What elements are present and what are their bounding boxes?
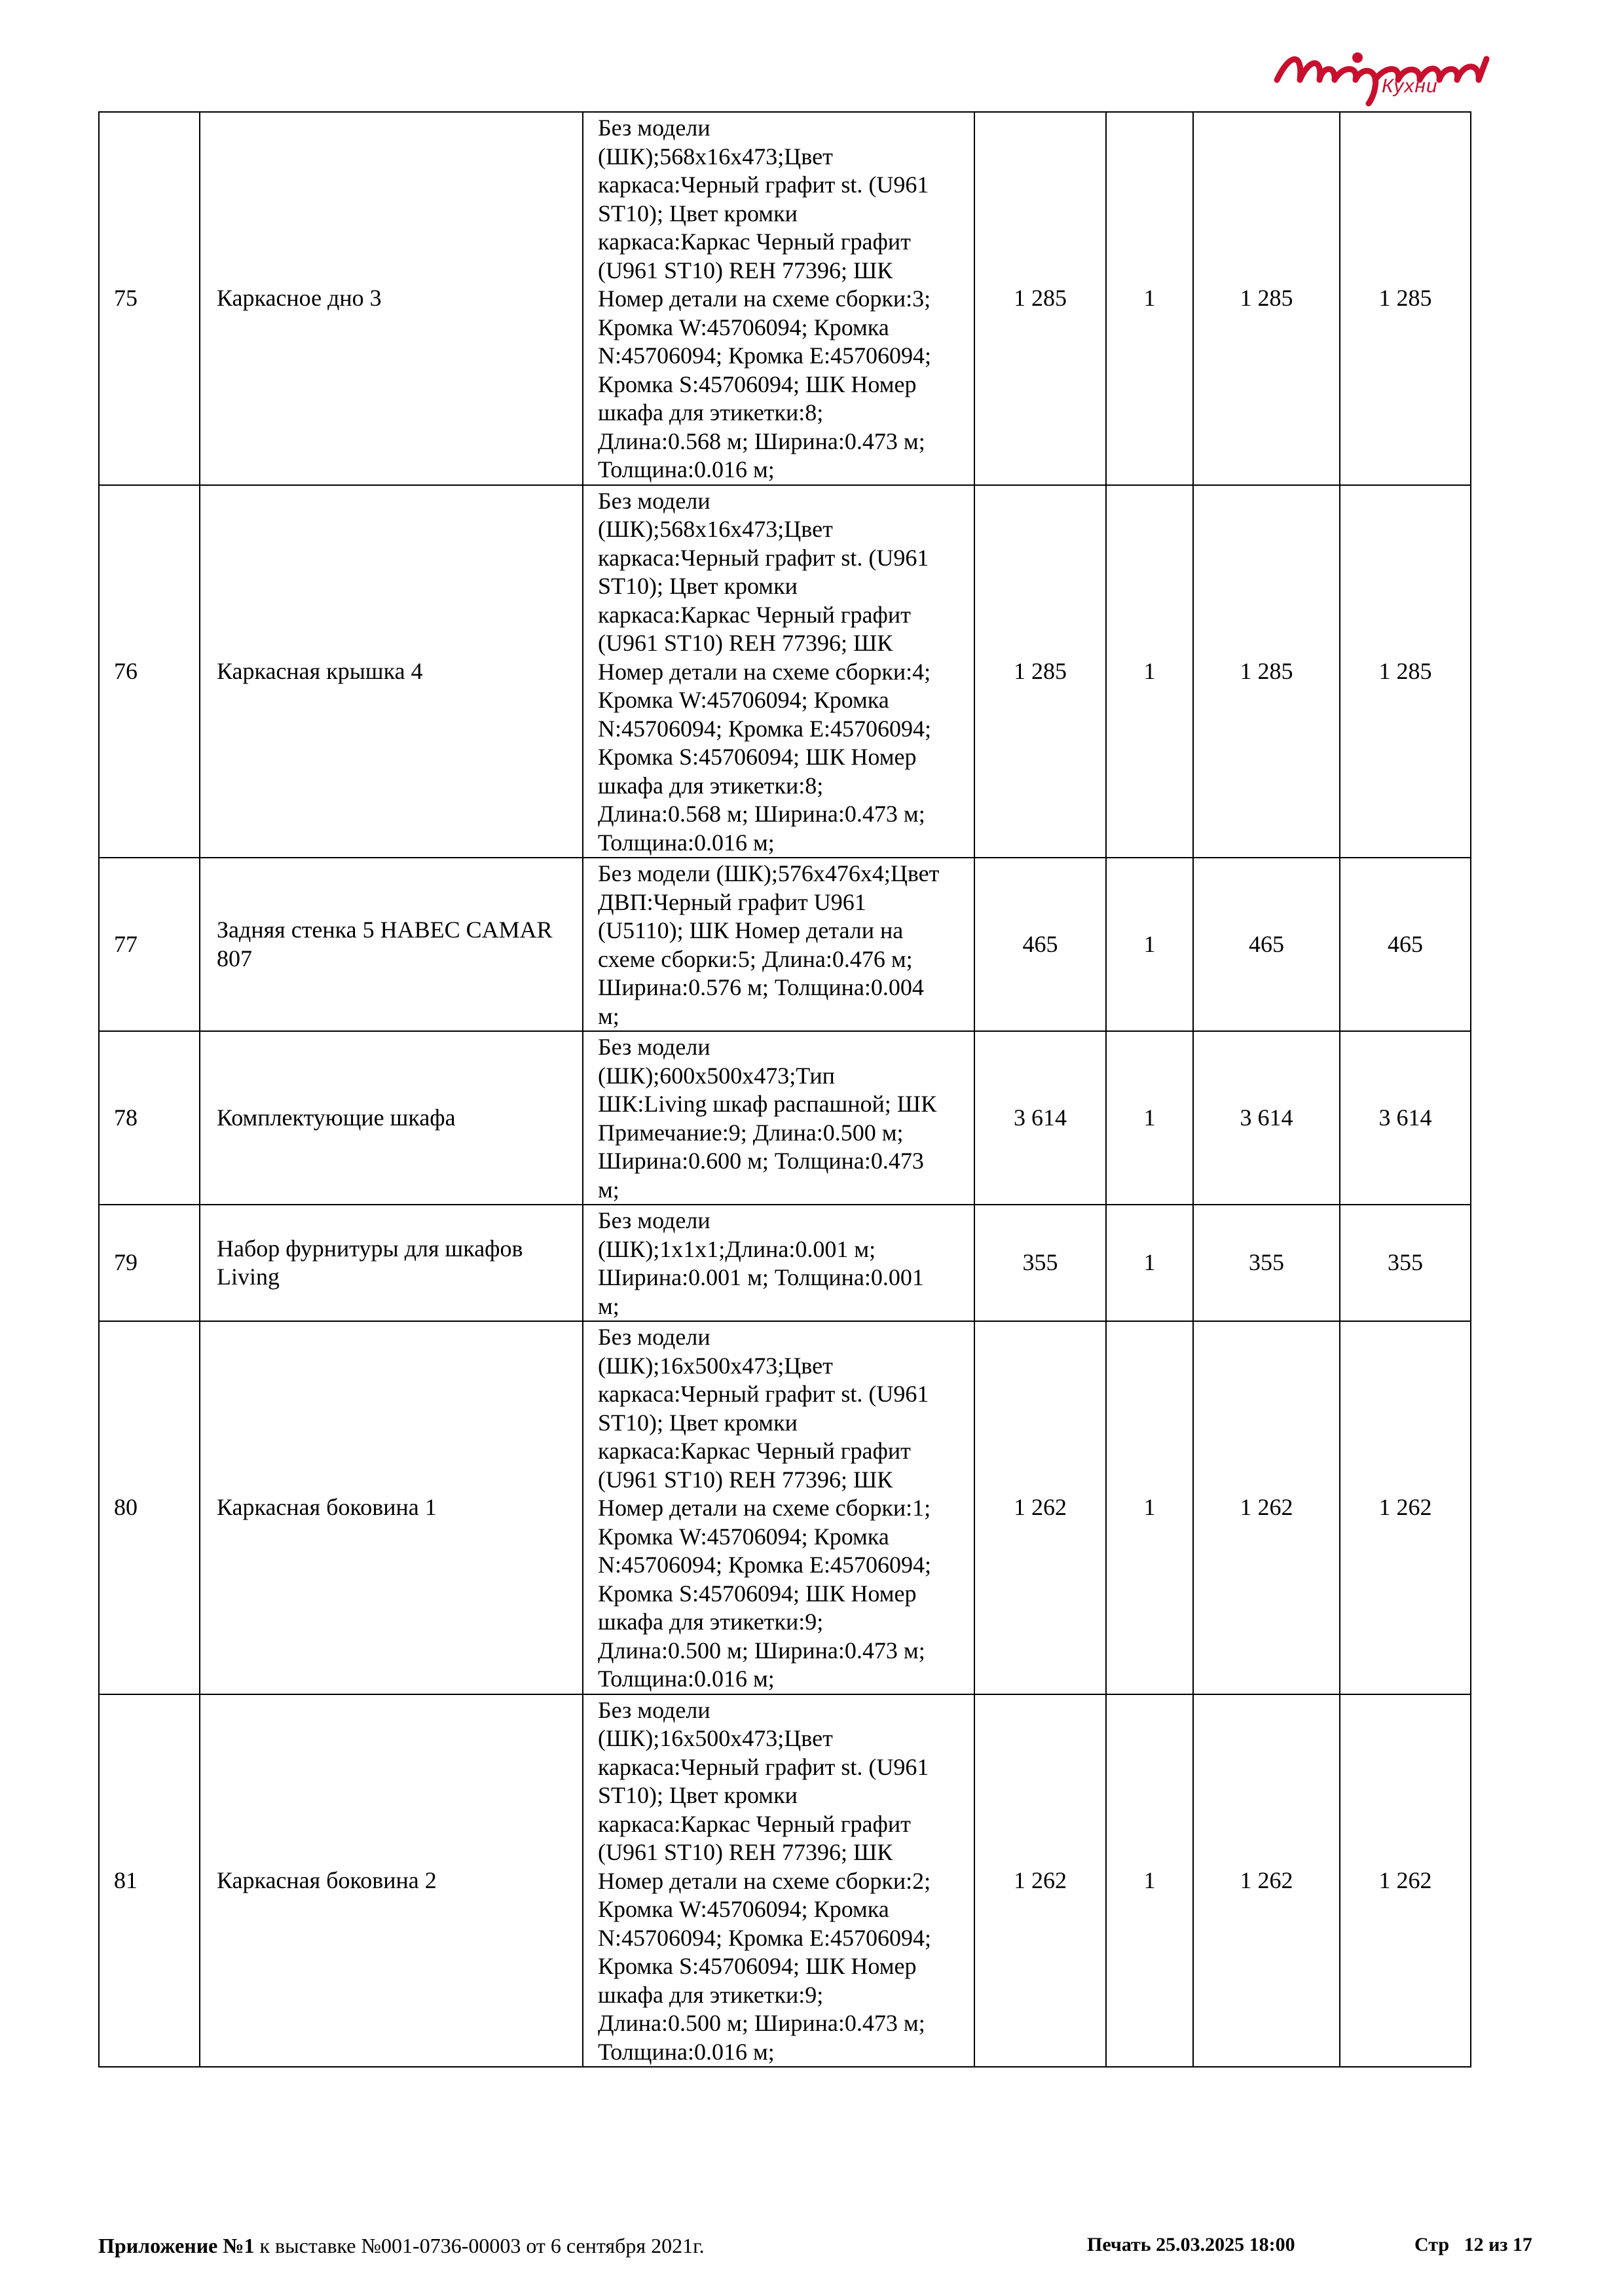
logo-subtitle: Кухни <box>1382 75 1438 97</box>
description-line: Ширина:0.576 м; Толщина:0.004 <box>598 974 924 1000</box>
table-row <box>99 1031 1471 1205</box>
item-price: 355 <box>974 1205 1106 1321</box>
description-line: N:45706094; Кромка E:45706094; <box>598 342 932 369</box>
description-line: Номер детали на схеме сборки:1; <box>598 1495 931 1521</box>
item-quantity: 1 <box>1106 858 1193 1031</box>
description-line: Примечание:9; Длина:0.500 м; <box>598 1119 904 1146</box>
description-line: ДВП:Черный графит U961 <box>598 888 866 915</box>
item-total: 1 285 <box>1340 485 1471 858</box>
description-line: N:45706094; Кромка E:45706094; <box>598 1552 932 1578</box>
description-line: Кромка S:45706094; ШК Номер <box>598 1580 917 1607</box>
description-line: Длина:0.568 м; Ширина:0.473 м; <box>598 428 925 454</box>
row-number: 79 <box>99 1205 200 1321</box>
table-row <box>99 112 1471 485</box>
items-table <box>98 111 1471 2068</box>
row-number: 77 <box>99 858 200 1031</box>
description-line: Кромка S:45706094; ШК Номер <box>598 744 917 770</box>
item-quantity: 1 <box>1106 112 1193 485</box>
description-line: Номер детали на схеме сборки:2; <box>598 1867 931 1894</box>
description-line: Кромка W:45706094; Кромка <box>598 687 889 713</box>
row-number: 76 <box>99 485 200 858</box>
item-price: 465 <box>974 858 1106 1031</box>
row-number: 81 <box>99 1694 200 2068</box>
row-number: 80 <box>99 1321 200 1694</box>
description-line: (ШК);16x500x473;Цвет <box>598 1352 833 1379</box>
item-sum: 1 285 <box>1193 485 1340 858</box>
row-number: 78 <box>99 1031 200 1205</box>
item-total: 465 <box>1340 858 1471 1031</box>
item-name: Каркасная крышка 4 <box>200 485 583 858</box>
item-name: Каркасная боковина 2 <box>200 1694 583 2068</box>
table-row <box>99 858 1471 1031</box>
description-line: ST10); Цвет кромки <box>598 573 798 599</box>
item-total: 355 <box>1340 1205 1471 1321</box>
description-line: Без модели (ШК);576x476x4;Цвет <box>598 860 940 886</box>
description-line: Без модели <box>598 1324 710 1350</box>
description-line: Длина:0.500 м; Ширина:0.473 м; <box>598 2010 925 2036</box>
item-price: 1 262 <box>974 1321 1106 1694</box>
item-quantity: 1 <box>1106 1031 1193 1205</box>
item-sum: 3 614 <box>1193 1031 1340 1205</box>
footer-page-info: 12 из 17 <box>1464 2234 1532 2255</box>
description-line: Без модели <box>598 1696 710 1723</box>
description-line: каркаса:Каркас Черный графит <box>598 228 911 255</box>
description-line: каркаса:Каркас Черный графит <box>598 1810 911 1837</box>
item-description <box>583 112 974 485</box>
description-line: Кромка W:45706094; Кромка <box>598 314 889 340</box>
description-line: N:45706094; Кромка E:45706094; <box>598 1924 932 1951</box>
item-name: Задняя стенка 5 HABEC CAMAR 807 <box>200 858 583 1031</box>
item-sum: 1 285 <box>1193 112 1340 485</box>
description-line: Длина:0.568 м; Ширина:0.473 м; <box>598 801 925 827</box>
description-line: Толщина:0.016 м; <box>598 1666 775 1692</box>
footer-page <box>1414 2234 1532 2256</box>
item-sum: 1 262 <box>1193 1321 1340 1694</box>
description-line: ST10); Цвет кромки <box>598 1409 798 1436</box>
footer-appendix <box>98 2234 705 2258</box>
item-total: 3 614 <box>1340 1031 1471 1205</box>
item-description <box>583 1031 974 1205</box>
description-line: м; <box>598 1292 619 1319</box>
row-number: 75 <box>99 112 200 485</box>
table-row <box>99 1694 1471 2068</box>
item-quantity: 1 <box>1106 485 1193 858</box>
description-line: (ШК);1x1x1;Длина:0.001 м; <box>598 1235 876 1262</box>
item-sum: 465 <box>1193 858 1340 1031</box>
item-description <box>583 858 974 1031</box>
table-row <box>99 1205 1471 1321</box>
description-line: N:45706094; Кромка E:45706094; <box>598 715 932 742</box>
item-total: 1 262 <box>1340 1321 1471 1694</box>
table-row <box>99 485 1471 858</box>
description-line: каркаса:Черный графит st. (U961 <box>598 544 929 571</box>
item-total: 1 262 <box>1340 1694 1471 2068</box>
description-line: шкафа для этикетки:8; <box>598 399 824 426</box>
item-description <box>583 1205 974 1321</box>
item-name: Комплектующие шкафа <box>200 1031 583 1205</box>
description-line: Длина:0.500 м; Ширина:0.473 м; <box>598 1637 925 1664</box>
description-line: (U961 ST10) REH 77396; ШК <box>598 630 893 656</box>
description-line: каркаса:Каркас Черный графит <box>598 1438 911 1464</box>
item-description <box>583 485 974 858</box>
table-row <box>99 1321 1471 1694</box>
description-line: каркаса:Черный графит st. (U961 <box>598 1753 929 1780</box>
description-line: шкафа для этикетки:9; <box>598 1981 824 2008</box>
description-line: ST10); Цвет кромки <box>598 200 798 227</box>
item-name: Каркасная боковина 1 <box>200 1321 583 1694</box>
description-line: м; <box>598 1176 619 1203</box>
description-line: Без модели <box>598 1207 710 1233</box>
item-quantity: 1 <box>1106 1205 1193 1321</box>
item-sum: 355 <box>1193 1205 1340 1321</box>
description-line: (ШК);600x500x473;Тип <box>598 1062 835 1089</box>
description-line: Кромка S:45706094; ШК Номер <box>598 371 917 397</box>
description-line: (ШК);568x16x473;Цвет <box>598 516 833 542</box>
footer-print-date: Печать 25.03.2025 18:00 <box>1087 2234 1295 2255</box>
description-line: Номер детали на схеме сборки:4; <box>598 658 931 685</box>
description-line: Толщина:0.016 м; <box>598 829 775 856</box>
item-name: Набор фурнитуры для шкафов Living <box>200 1205 583 1321</box>
description-line: Ширина:0.001 м; Толщина:0.001 <box>598 1264 924 1290</box>
item-sum: 1 262 <box>1193 1694 1340 2068</box>
description-line: (U961 ST10) REH 77396; ШК <box>598 1466 893 1493</box>
item-description <box>583 1321 974 1694</box>
description-line: Толщина:0.016 м; <box>598 2038 775 2065</box>
description-line: каркаса:Черный графит st. (U961 <box>598 172 929 198</box>
description-line: Кромка S:45706094; ШК Номер <box>598 1953 917 1979</box>
item-price: 1 285 <box>974 112 1106 485</box>
description-line: м; <box>598 1002 619 1029</box>
footer-page-label: Стр <box>1414 2234 1450 2255</box>
description-line: ШК:Living шкаф распашной; ШК <box>598 1091 937 1117</box>
description-line: Толщина:0.016 м; <box>598 456 775 483</box>
description-line: (U961 ST10) REH 77396; ШК <box>598 257 893 283</box>
description-line: Без модели <box>598 487 710 514</box>
footer-appendix-label: Приложение №1 <box>98 2234 255 2257</box>
item-price: 3 614 <box>974 1031 1106 1205</box>
description-line: Кромка W:45706094; Кромка <box>598 1896 889 1922</box>
description-line: (ШК);16x500x473;Цвет <box>598 1725 833 1751</box>
description-line: каркаса:Черный графит st. (U961 <box>598 1381 929 1407</box>
description-line: Номер детали на схеме сборки:3; <box>598 285 931 312</box>
description-line: каркаса:Каркас Черный графит <box>598 601 911 628</box>
description-line: ST10); Цвет кромки <box>598 1782 798 1808</box>
description-line: Ширина:0.600 м; Толщина:0.473 <box>598 1148 924 1174</box>
item-name: Каркасное дно 3 <box>200 112 583 485</box>
item-total: 1 285 <box>1340 112 1471 485</box>
item-price: 1 285 <box>974 485 1106 858</box>
description-line: (U5110); ШК Номер детали на <box>598 917 904 943</box>
description-line: схеме сборки:5; Длина:0.476 м; <box>598 945 913 972</box>
description-line: шкафа для этикетки:9; <box>598 1609 824 1635</box>
description-line: (U961 ST10) REH 77396; ШК <box>598 1839 893 1865</box>
description-line: шкафа для этикетки:8; <box>598 772 824 799</box>
description-line: Кромка W:45706094; Кромка <box>598 1523 889 1550</box>
description-line: Без модели <box>598 115 710 141</box>
item-quantity: 1 <box>1106 1694 1193 2068</box>
item-price: 1 262 <box>974 1694 1106 2068</box>
footer-appendix-text: к выставке №001-0736-00003 от 6 сентября 2021г. <box>254 2234 705 2257</box>
item-description <box>583 1694 974 2068</box>
description-line: (ШК);568x16x473;Цвет <box>598 143 833 170</box>
item-quantity: 1 <box>1106 1321 1193 1694</box>
description-line: Без модели <box>598 1034 710 1060</box>
